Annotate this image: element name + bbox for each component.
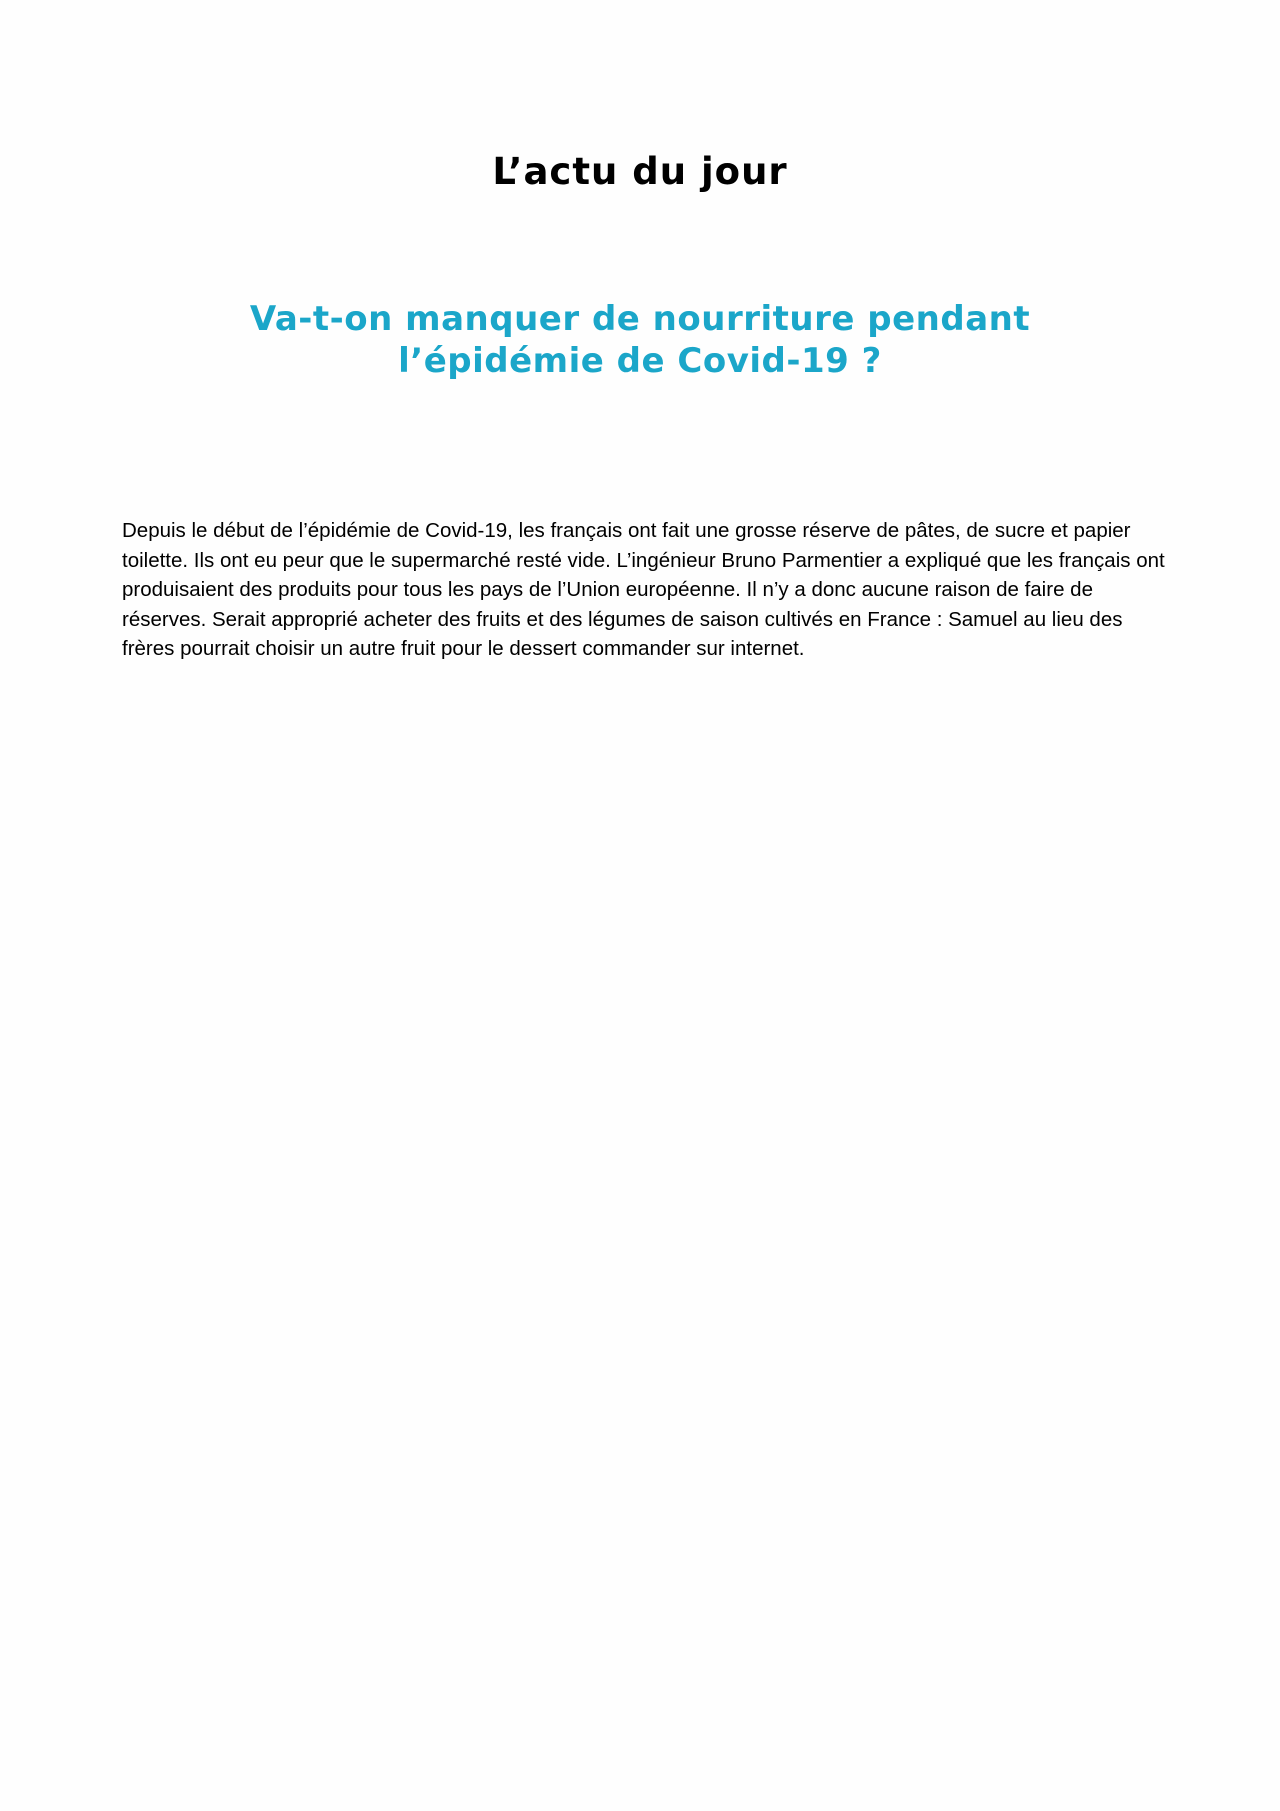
article-headline: [190, 298, 1090, 382]
headline-line-1: Va-t-on manquer de nourriture pendant: [249, 299, 1031, 339]
page-kicker-title: L’actu du jour: [492, 150, 788, 193]
headline-line-2: l’épidémie de Covid-19 ?: [398, 341, 882, 381]
article-body: Depuis le début de l’épidémie de Covid-19, les français ont fait une grosse réserve de pâtes, de sucre et papier toilette. Ils ont eu peur que le supermarché resté vide. L’ingénieur Bruno Parmentier a expliqué que les français ont produisaient des produits pour tous les pays de l’Union européenne. Il n’y a donc aucune raison de faire de réserves. Serait approprié acheter des fruits et des légumes de saison cultivés en France : Samuel au lieu des frères pourrait choisir un autre fruit pour le dessert commander sur internet.: [122, 519, 1165, 660]
